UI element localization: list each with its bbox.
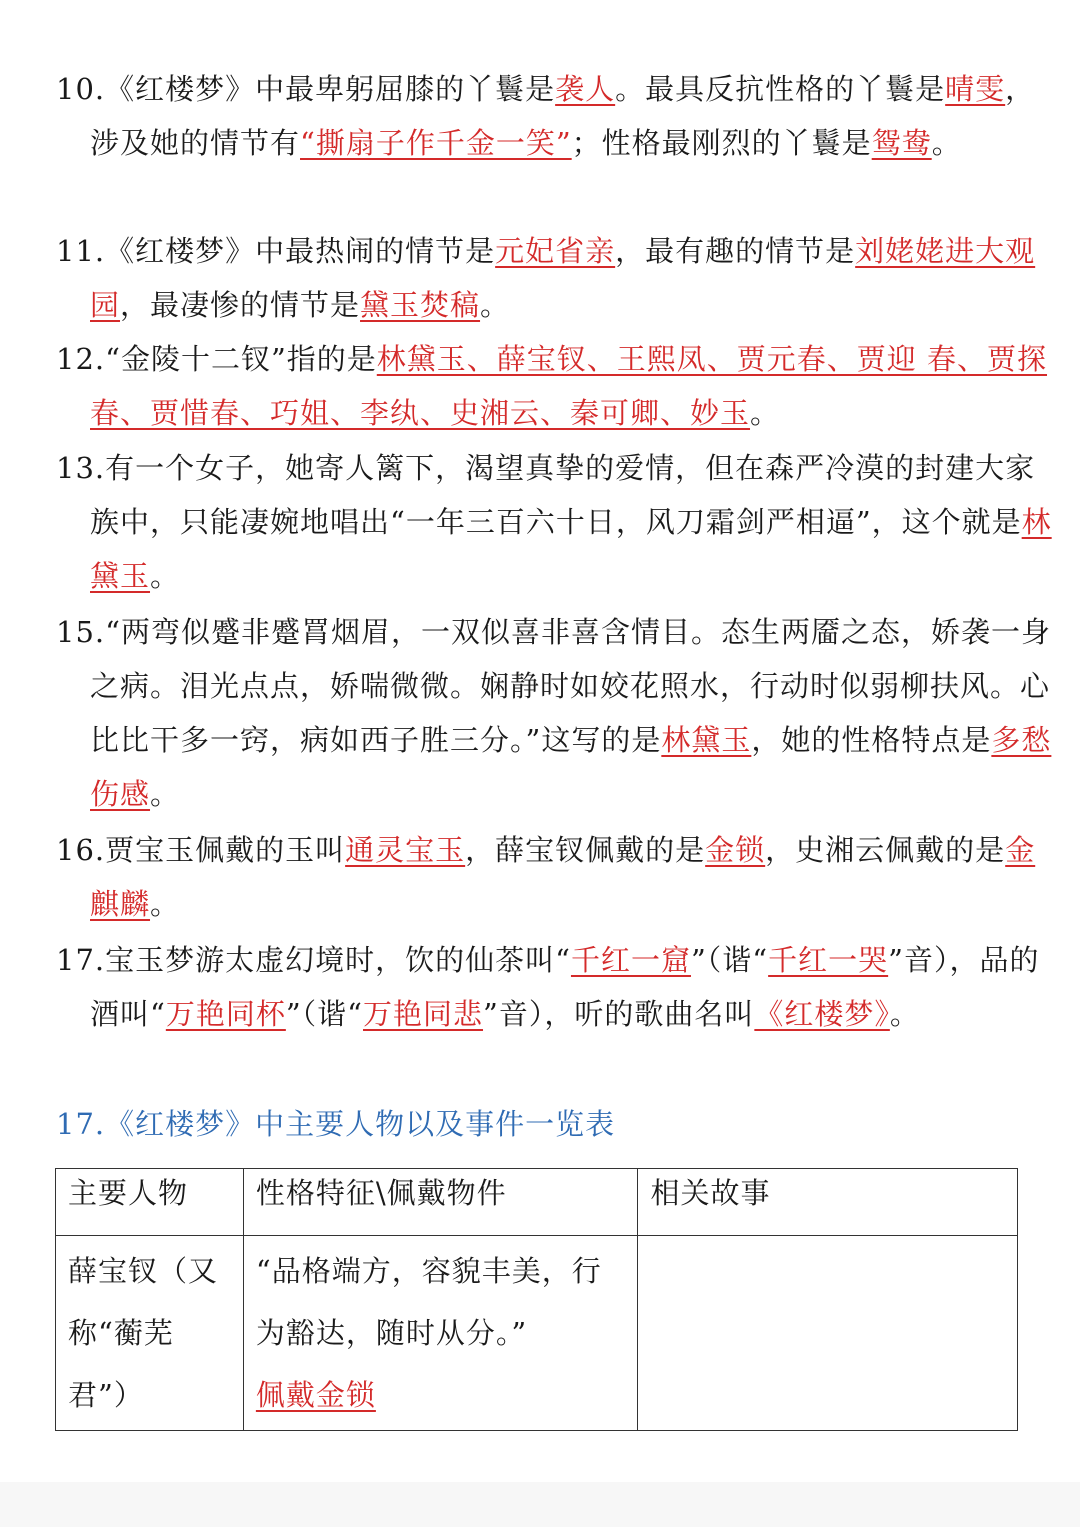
question-12 <box>56 332 1065 440</box>
question-11 <box>56 224 1065 332</box>
answer-text: 万艳同杯 <box>165 997 286 1031</box>
trait-item: 佩戴金锁 <box>255 1378 376 1412</box>
question-text: ”音），品的酒叫“ <box>90 943 1040 1031</box>
question-text: ”音），听的歌曲名叫 <box>483 997 755 1031</box>
question-10 <box>56 62 1065 170</box>
question-15 <box>56 605 1065 821</box>
question-text: 17.宝玉梦游太虚幻境时，饮的仙茶叫“ <box>56 943 571 977</box>
answer-text: 元妃省亲 <box>495 234 616 268</box>
answer-text: 刘姥姥进大观园 <box>90 234 1036 322</box>
table-heading: 17.《红楼梦》中主要人物以及事件一览表 <box>56 1107 616 1141</box>
question-text: ，最凄惨的情节是 <box>120 288 361 322</box>
question-text: ，她的性格特点是 <box>751 723 992 757</box>
table-header-row <box>56 1169 1018 1236</box>
answer-text: 晴雯 <box>945 72 1006 106</box>
question-text: 。 <box>480 288 511 322</box>
question-text: ，涉及她的情节有 <box>90 72 1036 160</box>
question-text: ，最有趣的情节是 <box>615 234 856 268</box>
page-bottom-strip <box>0 1482 1080 1527</box>
question-text: 。 <box>150 887 181 921</box>
question-13 <box>56 441 1065 603</box>
header-person: 主要人物 <box>56 1169 244 1236</box>
question-text: 13.有一个女子，她寄人篱下，渴望真挚的爱情，但在森严冷漠的封建大家族中，只能凄婉地唱出“一年三百六十日，风刀霜剑严相逼”，这个就是 <box>56 451 1036 539</box>
answer-text: 通灵宝玉 <box>345 833 466 867</box>
answer-text: 金麒麟 <box>90 833 1036 921</box>
header-traits: 性格特征\佩戴物件 <box>243 1169 638 1236</box>
character-table <box>55 1168 1018 1431</box>
question-text: 。最具反抗性格的丫鬟是 <box>615 72 946 106</box>
question-17 <box>56 933 1065 1041</box>
question-text: 11.《红楼梦》中最热闹的情节是 <box>56 234 496 268</box>
question-16 <box>56 823 1065 931</box>
cell-person: 薛宝钗（又称“蘅芜君”） <box>56 1236 244 1431</box>
question-text: 。 <box>750 396 781 430</box>
answer-text: 多愁伤感 <box>90 723 1052 811</box>
answer-text: 金锁 <box>705 833 766 867</box>
answer-text: “撕扇子作千金一笑” <box>300 126 572 160</box>
question-text: 10.《红楼梦》中最卑躬屈膝的丫鬟是 <box>56 72 556 106</box>
answer-text: 黛玉焚稿 <box>360 288 481 322</box>
question-text: ，薛宝钗佩戴的是 <box>465 833 706 867</box>
question-text: 。 <box>889 997 920 1031</box>
question-text: 15.“两弯似蹙非蹙罥烟眉，一双似喜非喜含情目。态生两靥之态，娇袭一身之病。泪光点点，娇喘微微。娴静时如姣花照水，行动时似弱柳扶风。心比比干多一窍，病如西子胜三分。”这写的是 <box>56 615 1051 757</box>
table-row <box>56 1236 1018 1431</box>
answer-text: 袭人 <box>555 72 616 106</box>
answer-text: 千红一哭 <box>768 943 889 977</box>
trait-quote: “品格端方，容貌丰美，行为豁达，随时从分。” <box>255 1254 602 1350</box>
question-text: ；性格最刚烈的丫鬟是 <box>571 126 872 160</box>
answer-text: 万艳同悲 <box>363 997 484 1031</box>
answer-text: 鸳鸯 <box>871 126 932 160</box>
question-text: 。 <box>931 126 962 160</box>
question-text: 12.“金陵十二钗”指的是 <box>56 342 377 376</box>
question-text: 。 <box>150 559 181 593</box>
answer-text: 《红楼梦》 <box>754 997 890 1031</box>
question-text: 。 <box>150 777 181 811</box>
question-text: ”（谐“ <box>285 997 363 1031</box>
answer-text: 林黛玉 <box>90 505 1052 593</box>
header-story: 相关故事 <box>638 1169 1018 1236</box>
cell-traits <box>243 1236 638 1431</box>
cell-story <box>638 1236 1018 1431</box>
question-text: 16.贾宝玉佩戴的玉叫 <box>56 833 346 867</box>
answer-text: 千红一窟 <box>570 943 691 977</box>
question-text: ，史湘云佩戴的是 <box>765 833 1006 867</box>
answer-text: 林黛玉 <box>661 723 752 757</box>
question-text: ”（谐“ <box>690 943 769 977</box>
answer-text: 林黛玉、薛宝钗、王熙凤、贾元春、贾迎 春、贾探春、贾惜春、巧姐、李纨、史湘云、秦可卿、妙玉 <box>90 342 1048 430</box>
